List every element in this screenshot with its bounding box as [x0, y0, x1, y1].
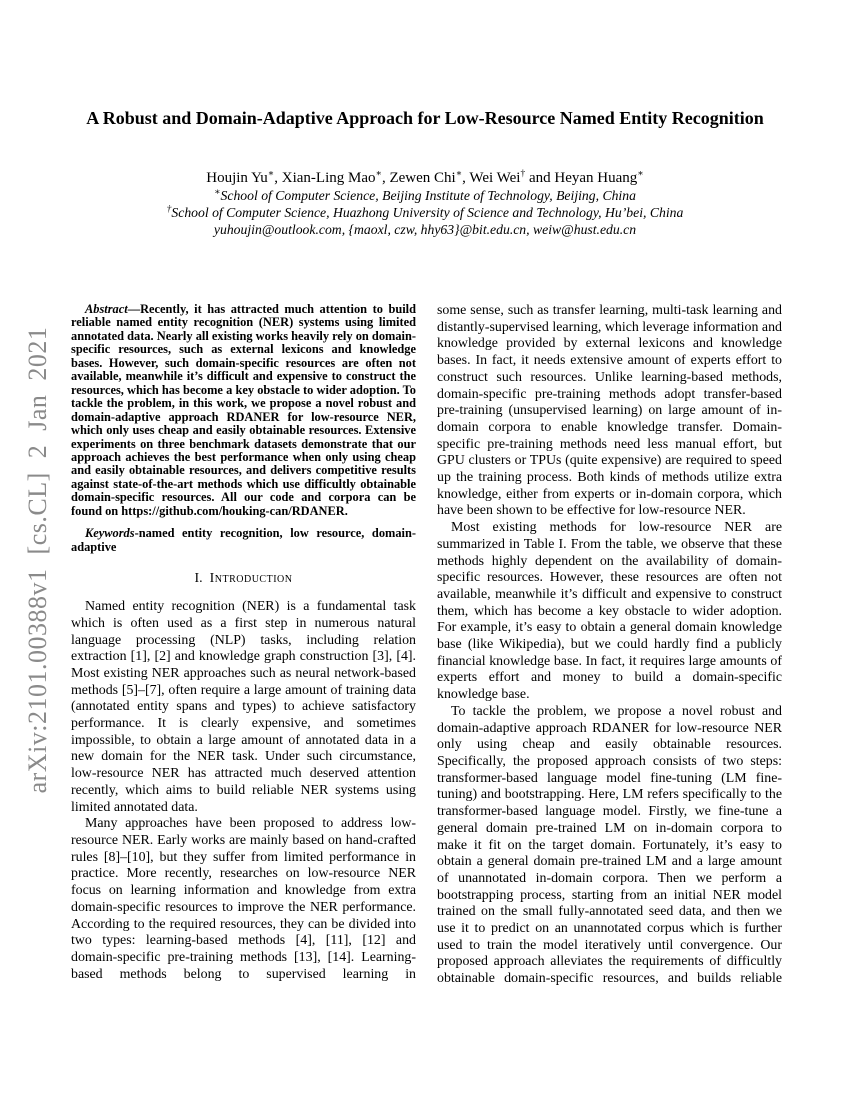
keywords-label: Keywords [85, 526, 135, 541]
author-affil-mark: ∗ [637, 169, 644, 179]
author-separator: , [381, 170, 390, 186]
author-affil-mark: ∗ [375, 169, 382, 179]
body-paragraph: Named entity recognition (NER) is a fundamental task which is often used as a first step in numerous natural language processing (NLP) tasks, including relation extraction [1], [2] and knowledge graph construction [3], [4]. Most existing NER approaches such as neural network-based methods [5]–[7], often require a large amount of training data (annotated entity spans and types) to achieve satisfactory performance. It is clearly expensive, and sometimes impossible, to obtain a large amount of annotated data in a new domain for the NER task. Under such circumstance, low-resource NER has attracted much deserved attention recently, which aims to build reliable NER systems using limited annotated data. [71, 599, 416, 815]
github-link[interactable]: https://github.com/houking-can/RDANER [121, 503, 345, 518]
section-title: Introduction [209, 571, 293, 587]
abstract-label: Abstract [85, 302, 128, 316]
body-paragraph: Many approaches have been proposed to address low-resource NER. Early works are mainly based on hand-crafted rules [8]–[10], but they suffer from limited performance in practice. More recently, researches on low-resource NER focus on learning information and knowledge from extra domain-specific resources to improve the NER performance. According to the required resources, they can be divided into two types: learning-based methods [4], [11], [12] and domain-specific pre-training methods [13], [14]. Learning-based methods belong to supervised learning in [71, 816, 416, 982]
author-separator: and [525, 170, 555, 186]
abstract-paragraph [71, 303, 416, 518]
body-paragraph: some sense, such as transfer learning, multi-task learning and distantly-supervised learning, which leverage information and knowledge provided by external lexicons and knowledge bases. In fact, it needs extensive amount of experts effort to construct such resources. Unlike learning-based methods, domain-specific pre-training methods adopt transfer-based pre-training (unsupervised learning) on large amount of in-domain corpora to enable knowledge transfer. Domain-specific pre-training methods need less manual effort, but GPU clusters or TPUs (quite expensive) are required to speed up the training process. Both kinds of methods utilize extra knowledge, either from experts or in-domain corpora, which have been shown to be effective for low-resource NER. [437, 303, 782, 519]
right-column [437, 303, 782, 988]
body-paragraph: Most existing methods for low-resource NER are summarized in Table I. From the table, we observe that these methods highly dependent on the availability of domain-specific resources. However, these resources are often not available, meanwhile it’s difficult and expensive to construct them, which has become a key obstacle to wider adoption. For example, it’s easy to obtain a general domain knowledge base (like Wikipedia), but we could hardly find a publicly financial knowledge base. In fact, it requires large amounts of experts effort and money to build a domain-specific knowledge base. [437, 520, 782, 703]
paper-header [0, 107, 850, 238]
section-number: I. [194, 571, 203, 587]
affiliation-mark: † [166, 204, 172, 215]
section-heading-introduction [71, 571, 416, 587]
author-affil-mark: ∗ [455, 169, 463, 179]
affiliation-line [0, 187, 850, 204]
affiliation-text: School of Computer Science, Huazhong University of Science and Technology, Hu’bei, China [171, 205, 684, 220]
author-name: Zewen Chi [389, 170, 456, 186]
author-line [0, 170, 850, 187]
author-name: Heyan Huang [554, 170, 638, 186]
paper-title: A Robust and Domain-Adaptive Approach for Low-Resource Named Entity Recognition [86, 108, 764, 128]
author-name: Xian-Ling Mao [281, 170, 376, 186]
author-separator: , [462, 170, 470, 186]
affiliation-text: School of Computer Science, Beijing Institute of Technology, Beijing, China [220, 188, 636, 203]
abstract-text-tail: . [344, 503, 348, 518]
body-paragraph: To tackle the problem, we propose a novel robust and domain-adaptive approach RDANER for low-resource NER only using cheap and easily obtainable resources. Specifically, the proposed approach consists of two steps: transformer-based language model fine-tuning (LM fine-tuning) and bootstrapping. Here, LM refers specifically to the transformer-based language model. Firstly, we fine-tune a general domain pre-trained LM on in-domain corpora to make it fit on the target domain. Fortunately, it’s easy to obtain a general domain pre-trained LM and a large amount of unannotated in-domain corpora. Then we perform a bootstrapping process, starting from an initial NER model trained on the small fully-annotated seed data, and then we use it to predict on an unannotated corpus which is further used to train the model iteratively until convergence. Our proposed approach alleviates the requirements of difficultly obtainable domain-specific resources, and builds reliable [437, 703, 782, 987]
affiliation-mark: ∗ [214, 187, 221, 198]
keywords-paragraph [71, 527, 416, 554]
affiliation-line [0, 204, 850, 221]
author-affil-mark: ∗ [267, 169, 275, 179]
author-affil-mark: † [520, 169, 526, 179]
author-name: Houjin Yu [206, 170, 268, 186]
arxiv-watermark: arXiv:2101.00388v1 [cs.CL] 2 Jan 2021 [23, 326, 52, 794]
keywords-text: -named entity recognition, low resource, domain-adaptive [71, 526, 416, 554]
email-line: yuhoujin@outlook.com, {maoxl, czw, hhy63}@bit.edu.cn, weiw@hust.edu.cn [213, 222, 637, 237]
left-column [71, 303, 416, 983]
author-name: Wei Wei [469, 170, 521, 186]
abstract-text: —Recently, it has attracted much attention to build reliable named entity recognition (NER) systems using limited annotated data. Nearly all existing works heavily rely on domain-specific resources, such as external lexicons and knowledge bases. However, such domain-specific resources are often not available, meanwhile it’s difficult and expensive to construct the resources, which has become a key obstacle to wider adoption. To tackle the problem, in this work, we propose a novel robust and domain-adaptive approach RDANER for low-resource NER, which only uses cheap and easily obtainable resources. Extensive experiments on three benchmark datasets demonstrate that our approach achieves the best performance when only using cheap and easily obtainable resources, and delivers competitive results against state-of-the-art methods which use difficultly obtainable domain-specific resources. All our code and corpora can be found on [71, 302, 416, 518]
author-separator: , [274, 170, 282, 186]
